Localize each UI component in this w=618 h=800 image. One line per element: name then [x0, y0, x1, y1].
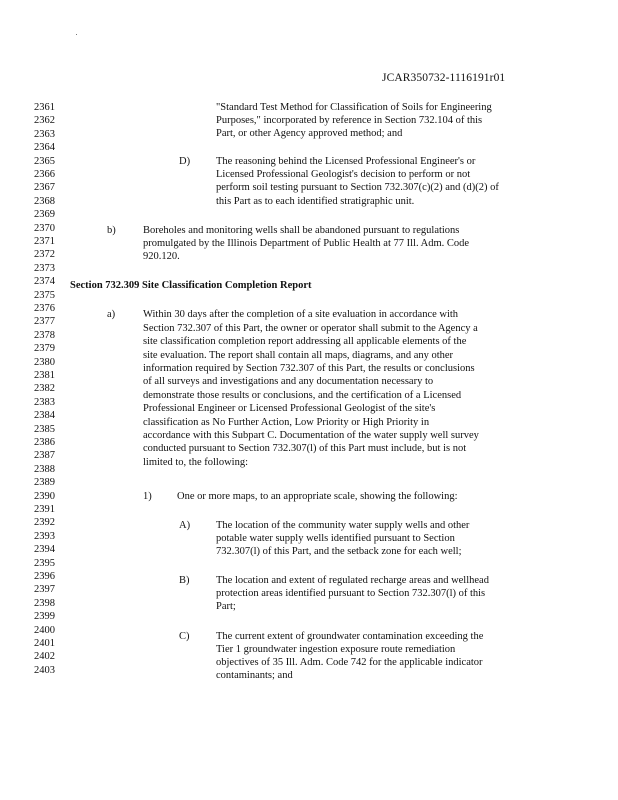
line-number: 2375 — [34, 289, 55, 301]
body-text-line: Professional Engineer or Licensed Professional Geologist of the site's — [143, 403, 436, 414]
body-text-line: demonstrate those results or conclusions, and the certification of a Licensed — [143, 390, 462, 401]
line-number: 2379 — [34, 343, 55, 355]
line-number: 2363 — [34, 128, 55, 140]
body-text-line: this Part as to each identified stratigraphic unit. — [216, 196, 415, 207]
line-number: 2377 — [34, 316, 55, 328]
line-number: 2400 — [34, 624, 55, 636]
scan-speck — [76, 34, 77, 35]
line-number: 2395 — [34, 557, 55, 569]
line-number: 2380 — [34, 356, 55, 368]
item-label-A: A) — [179, 520, 191, 531]
line-number: 2382 — [34, 383, 55, 395]
line-number: 2386 — [34, 437, 55, 448]
item-label-a: a) — [107, 309, 116, 320]
line-number: 2391 — [34, 504, 55, 515]
body-text-line: 732.307(l) of this Part, and the setback zone for each well; — [216, 546, 462, 557]
body-text-line: Part; — [216, 601, 236, 612]
body-text-line: Boreholes and monitoring wells shall be abandoned pursuant to regulations — [143, 225, 460, 236]
body-text-line: perform soil testing pursuant to Section 732.307(c)(2) and (d)(2) of — [216, 182, 499, 193]
body-text-line: Section 732.307 of this Part, the owner or operator shall submit to the Agency a — [143, 323, 478, 334]
line-number: 2388 — [34, 463, 55, 475]
line-number: 2399 — [34, 611, 55, 623]
body-text-line: Within 30 days after the completion of a site evaluation in accordance with — [143, 309, 459, 320]
line-number: 2393 — [34, 530, 55, 542]
body-text-line: site classification completion report addressing all applicable elements of the — [143, 336, 467, 347]
body-text-line: classification as No Further Action, Low Priority or High Priority in — [143, 417, 430, 428]
line-number: 2374 — [34, 276, 55, 288]
body-text-line: "Standard Test Method for Classification of Soils for Engineering — [216, 102, 492, 113]
body-text-line: information required by Section 732.307 of this Part, the results or conclusions — [143, 363, 475, 374]
line-number: 2385 — [34, 423, 55, 435]
line-number: 2366 — [34, 169, 55, 180]
item-label-C: C) — [179, 631, 190, 642]
body-text-line: 920.120. — [143, 251, 180, 262]
line-number: 2370 — [34, 222, 55, 234]
line-number: 2402 — [34, 651, 55, 663]
body-text-line: The location of the community water supply wells and other — [216, 520, 470, 531]
line-number: 2368 — [34, 195, 55, 207]
line-number: 2371 — [34, 236, 55, 247]
body-text-line: protection areas identified pursuant to Section 732.307(l) of this — [216, 588, 486, 599]
line-number: 2392 — [34, 517, 55, 529]
line-number: 2387 — [34, 450, 55, 462]
line-number: 2384 — [34, 410, 55, 422]
line-number: 2389 — [34, 477, 55, 489]
item-label-D: D) — [179, 156, 191, 167]
item-label-1: 1) — [143, 491, 152, 502]
item-label-b: b) — [107, 225, 116, 236]
body-text-line: Purposes," incorporated by reference in Section 732.104 of this — [216, 115, 483, 126]
line-number: 2403 — [34, 664, 55, 676]
line-number: 2378 — [34, 329, 55, 341]
body-text-line: accordance with this Subpart C. Documentation of the water supply well survey — [143, 430, 479, 441]
line-number: 2372 — [34, 249, 55, 261]
line-number: 2365 — [34, 155, 55, 167]
line-number: 2401 — [34, 638, 55, 649]
document-id-header: JCAR350732-1116191r01 — [382, 72, 506, 84]
line-number: 2383 — [34, 396, 55, 408]
body-text-line: Licensed Professional Geologist's decision to perform or not — [216, 169, 471, 180]
line-number: 2361 — [34, 102, 55, 113]
body-text-line: contaminants; and — [216, 670, 293, 681]
line-number: 2373 — [34, 262, 55, 274]
line-number: 2376 — [34, 303, 55, 314]
body-text-line: potable water supply wells identified pursuant to Section — [216, 533, 455, 544]
body-text-line: of all surveys and investigations and any documentation necessary to — [143, 376, 434, 387]
body-text-line: The current extent of groundwater contamination exceeding the — [216, 631, 484, 642]
body-text-line: promulgated by the Illinois Department of Public Health at 77 Ill. Adm. Code — [143, 238, 470, 249]
line-number: 2397 — [34, 584, 55, 596]
line-number: 2367 — [34, 182, 55, 194]
item-label-B: B) — [179, 575, 190, 586]
body-text-line: The reasoning behind the Licensed Professional Engineer's or — [216, 156, 476, 167]
line-number: 2364 — [34, 142, 55, 154]
body-text-line: Part, or other Agency approved method; and — [216, 128, 403, 139]
line-number: 2398 — [34, 597, 55, 609]
line-number: 2396 — [34, 571, 55, 582]
line-number: 2381 — [34, 370, 55, 381]
line-number: 2362 — [34, 115, 55, 127]
body-text-line: Tier 1 groundwater ingestion exposure route remediation — [216, 644, 456, 655]
body-text-line: conducted pursuant to Section 732.307(l) of this Part must include, but is not — [143, 443, 467, 454]
line-number: 2369 — [34, 209, 55, 221]
body-text-line: One or more maps, to an appropriate scale, showing the following: — [177, 491, 458, 502]
body-text-line: The location and extent of regulated recharge areas and wellhead — [216, 575, 489, 586]
section-heading: Section 732.309 Site Classification Completion Report — [70, 280, 312, 291]
line-number: 2394 — [34, 544, 55, 556]
body-text-line: limited to, the following: — [143, 457, 248, 468]
body-text-line: site evaluation. The report shall contain all maps, diagrams, and any other — [143, 350, 454, 361]
body-text-line: objectives of 35 Ill. Adm. Code 742 for the applicable indicator — [216, 657, 483, 668]
line-number: 2390 — [34, 490, 55, 502]
